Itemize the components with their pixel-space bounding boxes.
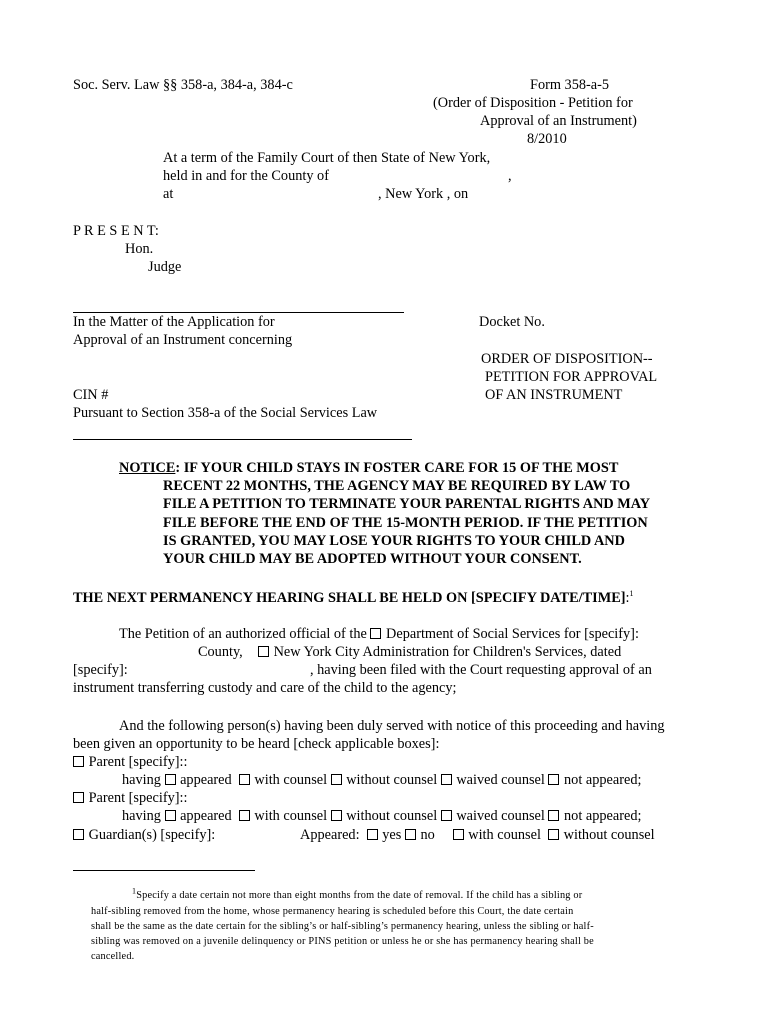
parent-1-options: having appeared with counsel without counsel waived counsel not appeared; [122,772,642,788]
guardian-options: Appeared: yes no with counsel without counsel [300,827,655,843]
footnote-line-2: half-sibling removed from the home, whose permanency hearing is scheduled before this Court, the date certain [91,906,574,917]
petition-line-1: The Petition of an authorized official of the Department of Social Services for [specify]: [119,626,639,642]
guardian-without-counsel-checkbox[interactable] [548,829,559,840]
notice-label: NOTICE [119,460,176,476]
parent-1-without-counsel-checkbox[interactable] [331,774,342,785]
docket-label: Docket No. [479,314,545,330]
order-title-line-1: ORDER OF DISPOSITION-- [481,351,653,367]
guardian-row: Guardian(s) [specify]: [73,827,215,844]
guardian-no-checkbox[interactable] [405,829,416,840]
order-title-line-3: OF AN INSTRUMENT [485,387,623,403]
petition-line-4: instrument transferring custody and care of the child to the agency; [73,680,457,696]
notice-line-3: FILE A PETITION TO TERMINATE YOUR PARENTAL RIGHTS AND MAY [163,496,651,512]
footnote-separator [73,870,255,871]
parent-1-appeared-checkbox[interactable] [165,774,176,785]
parent-2-with-counsel-checkbox[interactable] [239,810,250,821]
caption-top-rule [73,312,404,313]
parent-1-checkbox[interactable] [73,756,84,767]
parent-1-with-counsel-checkbox[interactable] [239,774,250,785]
persons-intro-line-2: been given an opportunity to be heard [check applicable boxes]: [73,736,440,752]
cin-label: CIN # [73,387,109,403]
order-title-line-2: PETITION FOR APPROVAL [485,369,658,385]
parent-2-not-appeared-checkbox[interactable] [548,810,559,821]
form-title-line-2: Approval of an Instrument) [480,113,637,129]
footnote-line-5: cancelled. [91,951,135,962]
form-title-line-1: (Order of Disposition - Petition for [433,95,633,111]
caption-bottom-rule [73,439,412,440]
guardian-with-counsel-checkbox[interactable] [453,829,464,840]
form-number: Form 358-a-5 [530,77,610,93]
persons-intro-line-1: And the following person(s) having been duly served with notice of this proceeding and having [119,718,665,734]
footnote-ref: 1 [629,589,634,599]
petition-line-2: New York City Administration for Children's Services, dated [258,644,621,661]
notice-line-5: IS GRANTED, YOU MAY LOSE YOUR RIGHTS TO YOUR CHILD AND [163,533,625,549]
footnote-line-3: shall be the same as the date certain for the sibling’s or half-sibling’s permanency hearing, unless the sibling or half- [91,921,594,932]
hon-label: Hon. [125,241,154,257]
form-date: 8/2010 [527,131,567,147]
matter-line-1: In the Matter of the Application for [73,314,275,330]
parent-2-waived-counsel-checkbox[interactable] [441,810,452,821]
present-label: P R E S E N T: [73,223,159,239]
parent-2-row: Parent [specify]:: [73,790,187,807]
statute-citation: Soc. Serv. Law §§ 358-a, 384-a, 384-c [73,77,293,93]
parent-2-without-counsel-checkbox[interactable] [331,810,342,821]
parent-1-waived-counsel-checkbox[interactable] [441,774,452,785]
guardian-yes-checkbox[interactable] [367,829,378,840]
parent-2-appeared-checkbox[interactable] [165,810,176,821]
next-hearing-line: THE NEXT PERMANENCY HEARING SHALL BE HELD ON [SPECIFY DATE/TIME]:$^1$ [73,589,634,606]
court-term-line-1: At a term of the Family Court of then State of New York, [163,150,491,166]
petition-line-3: , having been filed with the Court requesting approval of an [310,662,652,678]
notice-line-2: RECENT 22 MONTHS, THE AGENCY MAY BE REQUIRED BY LAW TO [163,478,631,494]
court-location-suffix: , New York , on [378,186,469,202]
parent-1-not-appeared-checkbox[interactable] [548,774,559,785]
notice-line-1: NOTICE: IF YOUR CHILD STAYS IN FOSTER CARE FOR 15 OF THE MOST [119,460,619,476]
footnote-number: 1 [132,886,137,896]
acs-checkbox[interactable] [258,646,269,657]
guardian-checkbox[interactable] [73,829,84,840]
parent-1-row: Parent [specify]:: [73,754,187,771]
parent-2-options: having appeared with counsel without counsel waived counsel not appeared; [122,808,642,824]
notice-line-4: FILE BEFORE THE END OF THE 15-MONTH PERIOD. IF THE PETITION [163,515,648,531]
judge-label: Judge [148,259,182,275]
dss-checkbox[interactable] [370,628,381,639]
footnote-line-4: sibling was removed on a juvenile delinquency or PINS petition or unless he or she has permanency hearing shall be [91,936,594,947]
petition-county-label: County, [198,644,243,660]
parent-2-checkbox[interactable] [73,792,84,803]
court-county-label: held in and for the County of [163,168,329,184]
court-county-comma: , [508,168,512,184]
notice-line-6: YOUR CHILD MAY BE ADOPTED WITHOUT YOUR CONSENT. [163,551,582,567]
footnote-line-1: $^1$Specify a date certain not more than eight months from the date of removal. If the child has a sibling or [132,886,583,901]
court-at-label: at [163,186,174,202]
matter-line-2: Approval of an Instrument concerning [73,332,293,348]
pursuant-line: Pursuant to Section 358-a of the Social Services Law [73,405,378,421]
petition-specify-label: [specify]: [73,662,128,678]
